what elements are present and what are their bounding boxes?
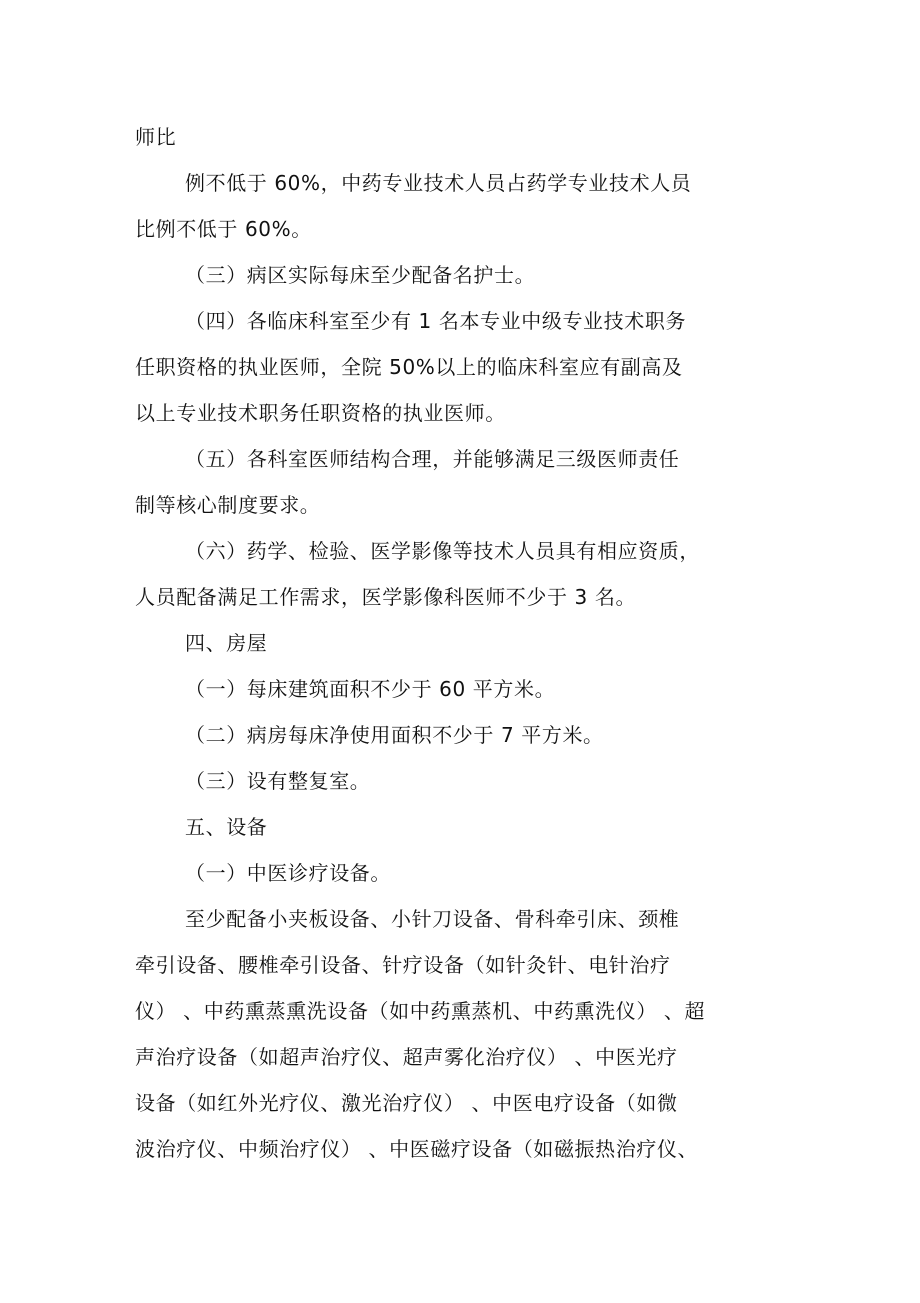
text-line: 制等核心制度要求。 <box>135 493 321 517</box>
text-line: 人员配备满足工作需求，医学影像科医师不少于 3 名。 <box>135 585 637 609</box>
text-line: 例不低于 60%，中药专业技术人员占药学专业技术人员 <box>185 171 692 195</box>
text-line: 设备（如红外光疗仪、激光治疗仪） 、中医电疗设备（如微 <box>135 1091 678 1115</box>
text-line: （四）各临床科室至少有 1 名本专业中级专业技术职务 <box>185 309 687 333</box>
section-heading: 四、房屋 <box>185 631 268 655</box>
text-line: 波治疗仪、中频治疗仪） 、中医磁疗设备（如磁振热治疗仪、 <box>135 1137 699 1161</box>
text-line: （一）中医诊疗设备。 <box>185 861 391 885</box>
text-line: （三）病区实际每床至少配备名护士。 <box>185 263 536 287</box>
text-line: （一）每床建筑面积不少于 60 平方米。 <box>185 677 556 701</box>
text-line: 比例不低于 60%。 <box>135 217 312 241</box>
text-line: 声治疗设备（如超声治疗仪、超声雾化治疗仪） 、中医光疗 <box>135 1045 678 1069</box>
text-line: 任职资格的执业医师，全院 50%以上的临床科室应有副高及 <box>135 355 683 379</box>
text-line: （三）设有整复室。 <box>185 769 371 793</box>
text-line: 以上专业技术职务任职资格的执业医师。 <box>135 401 506 425</box>
text-line: （五）各科室医师结构合理，并能够满足三级医师责任 <box>185 447 680 471</box>
text-line: （二）病房每床净使用面积不少于 7 平方米。 <box>185 723 604 747</box>
section-heading: 五、设备 <box>185 815 268 839</box>
text-line: 至少配备小夹板设备、小针刀设备、骨科牵引床、颈椎 <box>185 907 680 931</box>
text-line: （六）药学、检验、医学影像等技术人员具有相应资质， <box>185 539 700 563</box>
text-line: 牵引设备、腰椎牵引设备、针疗设备（如针灸针、电针治疗 <box>135 953 671 977</box>
text-line: 师比 <box>135 125 177 149</box>
text-line: 仪） 、中药熏蒸熏洗设备（如中药熏蒸机、中药熏洗仪） 、超 <box>135 999 706 1023</box>
